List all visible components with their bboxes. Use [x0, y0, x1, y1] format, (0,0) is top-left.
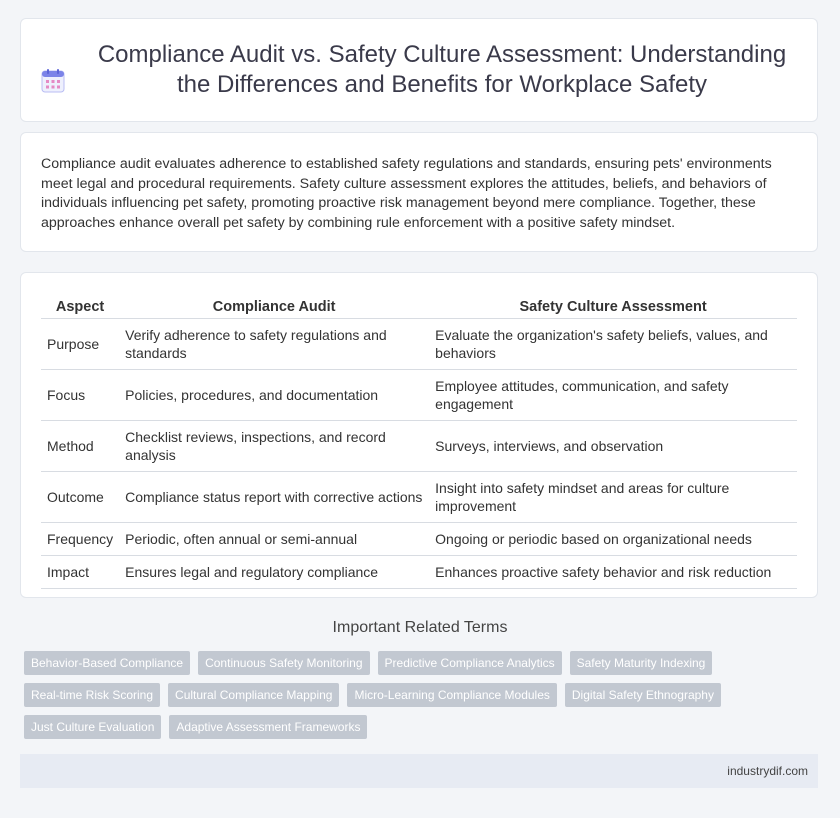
aspect-cell: Outcome — [41, 472, 119, 523]
footer-site-link[interactable]: industrydif.com — [727, 764, 808, 778]
related-term-tag[interactable]: Predictive Compliance Analytics — [378, 651, 562, 675]
compliance-audit-cell: Verify adherence to safety regulations and standards — [119, 319, 429, 370]
safety-culture-cell: Surveys, interviews, and observation — [429, 421, 797, 472]
related-term-tag[interactable]: Digital Safety Ethnography — [565, 683, 721, 707]
table-row — [41, 556, 797, 589]
calendar-icon — [40, 68, 66, 94]
comparison-table — [41, 295, 797, 589]
aspect-cell: Purpose — [41, 319, 119, 370]
related-terms-title: Important Related Terms — [332, 619, 508, 636]
compliance-audit-cell: Compliance status report with corrective actions — [119, 472, 429, 523]
aspect-cell: Focus — [41, 370, 119, 421]
related-term-tag[interactable]: Adaptive Assessment Frameworks — [169, 715, 367, 739]
safety-culture-cell: Employee attitudes, communication, and safety engagement — [429, 370, 797, 421]
footer — [20, 754, 818, 788]
compliance-audit-cell: Policies, procedures, and documentation — [119, 370, 429, 421]
related-term-tag[interactable]: Micro-Learning Compliance Modules — [347, 683, 556, 707]
table-row — [41, 370, 797, 421]
safety-culture-cell: Insight into safety mindset and areas for culture improvement — [429, 472, 797, 523]
safety-culture-cell: Evaluate the organization's safety beliefs, values, and behaviors — [429, 319, 797, 370]
safety-culture-cell: Ongoing or periodic based on organizational needs — [429, 523, 797, 556]
aspect-cell: Method — [41, 421, 119, 472]
table-row — [41, 421, 797, 472]
comparison-card — [20, 272, 818, 598]
column-header-aspect: Aspect — [41, 295, 119, 319]
column-header-compliance-audit: Compliance Audit — [119, 295, 429, 319]
intro-text: Compliance audit evaluates adherence to established safety regulations and standards, ensuring pets' environments meet legal and procedural requirements. Safety culture assessment explores the attitudes, beliefs, and behaviors of individuals influencing pet safety, promoting proactive risk management beyond mere compliance. Together, these approaches enhance overall pet safety by combining rule enforcement with a positive safety mindset. — [41, 156, 772, 231]
related-term-tag[interactable]: Behavior-Based Compliance — [24, 651, 190, 675]
aspect-cell: Frequency — [41, 523, 119, 556]
column-header-safety-culture-assessment: Safety Culture Assessment — [429, 295, 797, 319]
compliance-audit-cell: Checklist reviews, inspections, and record analysis — [119, 421, 429, 472]
safety-culture-cell: Enhances proactive safety behavior and risk reduction — [429, 556, 797, 589]
table-header-row — [41, 295, 797, 319]
compliance-audit-cell: Ensures legal and regulatory compliance — [119, 556, 429, 589]
related-terms-list — [24, 651, 824, 739]
related-term-tag[interactable]: Real-time Risk Scoring — [24, 683, 160, 707]
related-term-tag[interactable]: Cultural Compliance Mapping — [168, 683, 339, 707]
compliance-audit-cell: Periodic, often annual or semi-annual — [119, 523, 429, 556]
intro-card — [20, 132, 818, 252]
table-row — [41, 523, 797, 556]
table-row — [41, 472, 797, 523]
page-title: Compliance Audit vs. Safety Culture Assessment: Understanding the Differences and Benefits for Workplace Safety — [97, 41, 787, 98]
table-row — [41, 319, 797, 370]
related-term-tag[interactable]: Just Culture Evaluation — [24, 715, 161, 739]
aspect-cell: Impact — [41, 556, 119, 589]
title-wrap — [21, 40, 817, 100]
related-term-tag[interactable]: Safety Maturity Indexing — [570, 651, 713, 675]
related-term-tag[interactable]: Continuous Safety Monitoring — [198, 651, 369, 675]
header-card — [20, 18, 818, 122]
